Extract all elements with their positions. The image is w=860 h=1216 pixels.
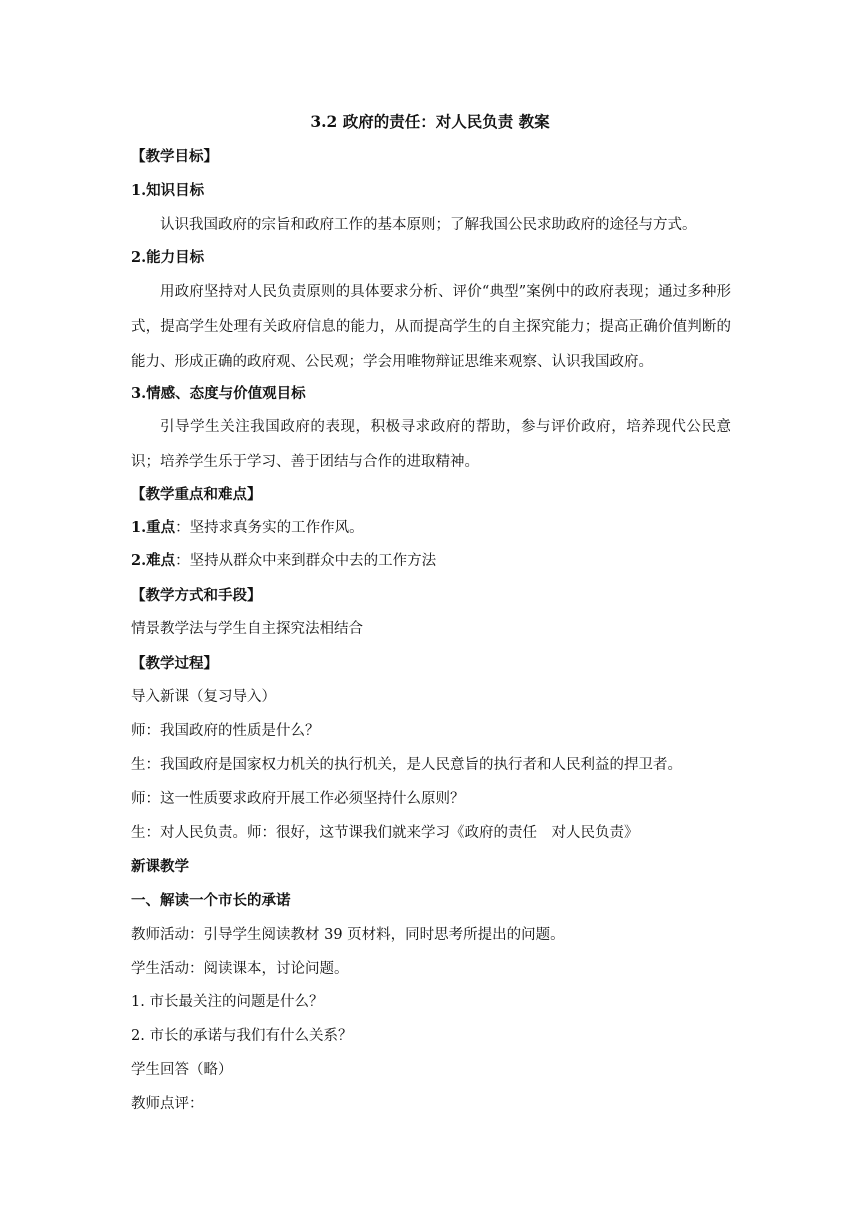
key-point-2: [131, 551, 731, 571]
section-heading-process: 【教学过程】: [131, 655, 218, 672]
goal-1-text: 认识我国政府的宗旨和政府工作的基本原则；了解我国公民求助政府的途径与方式。: [160, 217, 697, 233]
section-heading-method: 【教学方式和手段】: [131, 587, 262, 604]
process-line: 导入新课（复习导入）: [131, 689, 276, 705]
document-title: 3.2 政府的责任：对人民负责 教案: [310, 112, 550, 131]
key-point-2-label: 2.难点: [131, 552, 176, 569]
process-line: 学生回答（略）: [131, 1062, 233, 1078]
method-text: 情景教学法与学生自主探究法相结合: [131, 621, 363, 637]
section-heading-key-points: 【教学重点和难点】: [131, 486, 262, 503]
process-line: 师：我国政府的性质是什么？: [131, 723, 320, 739]
process-line: 2. 市长的承诺与我们有什么关系？: [131, 1028, 353, 1044]
process-line: 1. 市长最关注的问题是什么？: [131, 994, 324, 1010]
key-point-1-text: ：坚持求真务实的工作作风。: [175, 520, 364, 536]
process-line: 学生活动：阅读课本，讨论问题。: [131, 961, 349, 977]
key-point-1-label: 1.重点: [131, 519, 176, 536]
process-line: 师：这一性质要求政府开展工作必须坚持什么原则？: [131, 791, 465, 807]
subsection-heading-mayor: 一、解读一个市长的承诺: [131, 892, 291, 909]
goal-3-heading: 3.情感、态度与价值观目标: [131, 385, 306, 402]
key-point-1: [131, 518, 731, 538]
process-line: 教师点评：: [131, 1096, 204, 1112]
goal-3-text: 引导学生关注我国政府的表现，积极寻求政府的帮助，参与评价政府，培养现代公民意识；培养学生乐于学习、善于团结与合作的进取精神。: [131, 419, 731, 470]
process-line: 生：我国政府是国家权力机关的执行机关，是人民意旨的执行者和人民利益的捍卫者。: [131, 757, 682, 773]
subsection-heading-new-lesson: 新课教学: [131, 858, 189, 875]
goal-1-heading: 1.知识目标: [131, 182, 205, 199]
goal-2-heading: 2.能力目标: [131, 249, 205, 266]
section-heading-goals: 【教学目标】: [131, 148, 218, 165]
process-line: 教师活动：引导学生阅读教材 39 页材料，同时思考所提出的问题。: [131, 927, 565, 943]
goal-2-text: 用政府坚持对人民负责原则的具体要求分析、评价“典型”案例中的政府表现；通过多种形式，提高学生处理有关政府信息的能力，从而提高学生的自主探究能力；提高正确价值判断的能力、形成正确的政府观、公民观；学会用唯物辩证思维来观察、认识我国政府。: [131, 284, 731, 370]
process-line: 生：对人民负责。师：很好，这节课我们就来学习《政府的责任 对人民负责》: [131, 825, 639, 841]
key-point-2-text: ：坚持从群众中来到群众中去的工作方法: [175, 553, 437, 569]
